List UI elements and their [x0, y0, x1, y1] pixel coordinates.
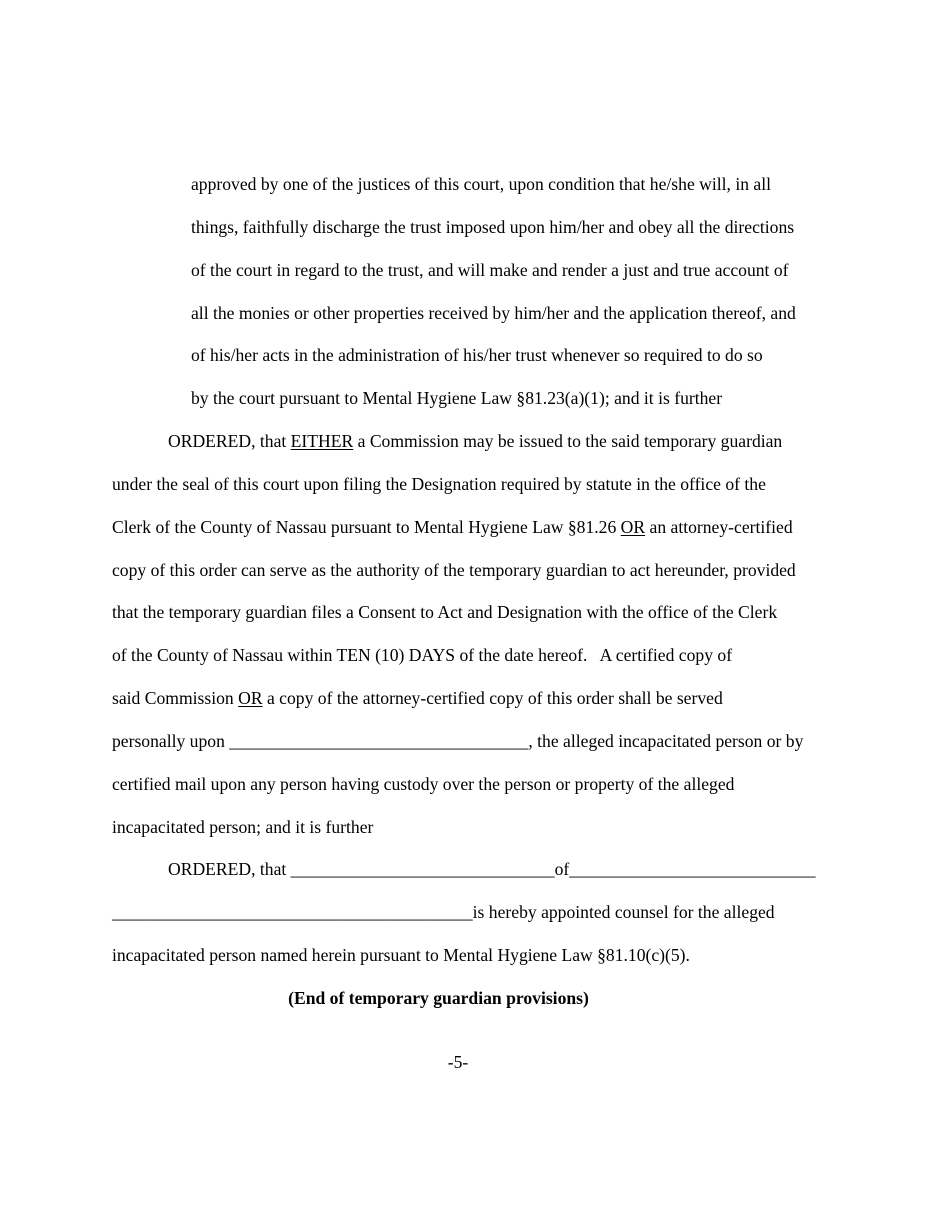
paragraph-1-line-5: of his/her acts in the administration of his/her trust whenever so required to do so — [191, 345, 763, 365]
paragraph-3-line-1: ORDERED, that ______________________________of____________________________ — [168, 859, 816, 879]
paragraph-1-line-4: all the monies or other properties received by him/her and the application thereof, and — [191, 303, 796, 323]
served-text: a copy of the attorney-certified copy of this order shall be served — [262, 688, 723, 708]
or-underlined-2: OR — [238, 688, 263, 708]
paragraph-2-line-5: that the temporary guardian files a Consent to Act and Designation with the office of the Clerk — [112, 602, 778, 622]
paragraph-2-line-9: certified mail upon any person having custody over the person or property of the alleged — [112, 774, 735, 794]
said-commission-text: said Commission — [112, 688, 239, 708]
paragraph-2-line-8: personally upon __________________________________, the alleged incapacitated person or by — [112, 731, 804, 751]
paragraph-3-line-3: incapacitated person named herein pursuant to Mental Hygiene Law §81.10(c)(5). — [112, 945, 690, 965]
paragraph-1-line-6: by the court pursuant to Mental Hygiene Law §81.23(a)(1); and it is further — [191, 388, 723, 408]
paragraph-2-line-7 — [112, 687, 723, 709]
paragraph-2-line-6: of the County of Nassau within TEN (10) DAYS of the date hereof. A certified copy of — [112, 645, 733, 665]
ordered-text: ORDERED, that — [168, 431, 291, 451]
clerk-text: Clerk of the County of Nassau pursuant to Mental Hygiene Law §81.26 — [112, 517, 621, 537]
or-underlined: OR — [620, 517, 646, 537]
commission-text: a Commission may be issued to the said temporary guardian — [353, 431, 783, 451]
either-underlined: EITHER — [290, 431, 354, 451]
paragraph-2-line-2: under the seal of this court upon filing the Designation required by statute in the office of the — [112, 474, 766, 494]
attorney-certified-text: an attorney-certified — [645, 517, 793, 537]
paragraph-2-line-1 — [168, 430, 782, 452]
page-number: -5- — [447, 1052, 469, 1072]
paragraph-2-line-4: copy of this order can serve as the authority of the temporary guardian to act hereunder, provided — [112, 560, 796, 580]
paragraph-2-line-3 — [112, 516, 793, 538]
paragraph-1-line-3: of the court in regard to the trust, and will make and render a just and true account of — [191, 260, 789, 280]
paragraph-2-line-10: incapacitated person; and it is further — [112, 817, 374, 837]
paragraph-1-line-2: things, faithfully discharge the trust imposed upon him/her and obey all the directions — [191, 217, 795, 237]
paragraph-1-line-1: approved by one of the justices of this court, upon condition that he/she will, in all — [191, 174, 771, 194]
paragraph-3-line-2: _________________________________________is hereby appointed counsel for the alleged — [112, 902, 775, 922]
end-of-provisions-heading: (End of temporary guardian provisions) — [288, 988, 589, 1008]
